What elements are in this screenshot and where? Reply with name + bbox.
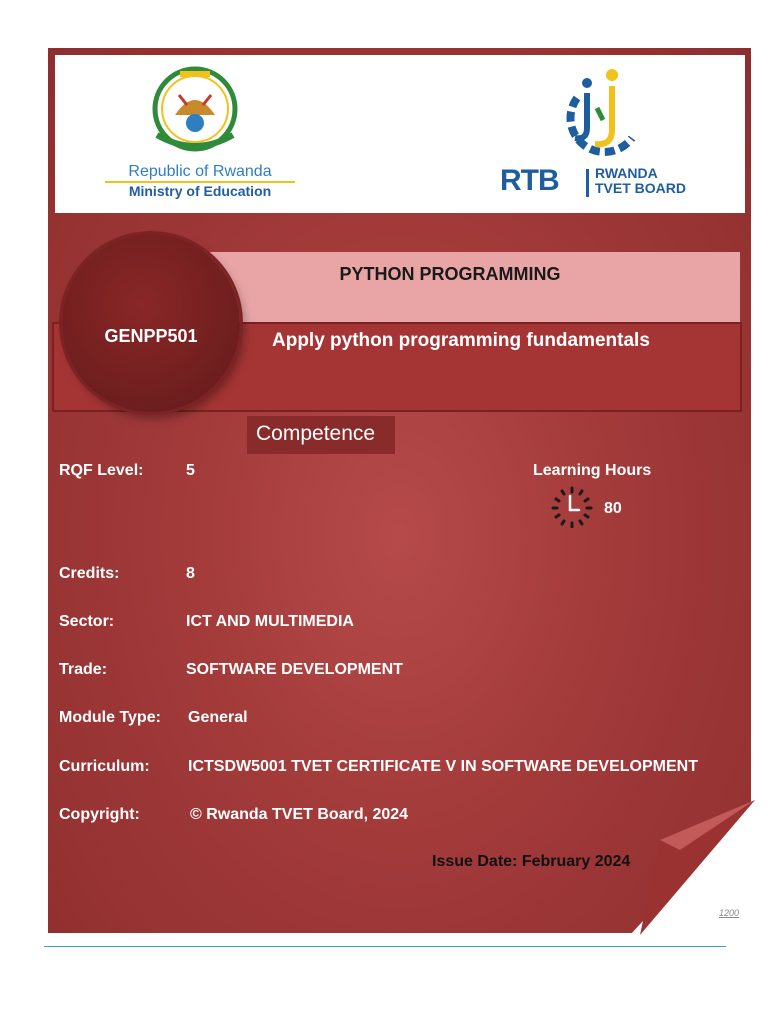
credits-value: 8 xyxy=(186,565,195,582)
page-marker: 1200 xyxy=(719,908,740,918)
trade-value: SOFTWARE DEVELOPMENT xyxy=(186,661,403,678)
sector-value: ICT AND MULTIMEDIA xyxy=(186,613,354,630)
org-line-republic: Republic of Rwanda xyxy=(128,163,272,180)
clock-icon xyxy=(548,486,596,528)
rtb-subtitle xyxy=(595,166,686,196)
rqf-level-label: RQF Level: xyxy=(59,462,144,479)
curriculum-label: Curriculum: xyxy=(59,758,150,775)
copyright-label: Copyright: xyxy=(59,806,140,823)
competence-label: Competence xyxy=(256,422,376,445)
rtb-acronym: RTB xyxy=(500,164,559,197)
rtb-line-tvet: TVET BOARD xyxy=(595,180,686,196)
copyright-value: © Rwanda TVET Board, 2024 xyxy=(190,806,409,823)
rtb-gear-logo-icon xyxy=(557,68,647,163)
rtb-logo xyxy=(495,68,725,203)
sector-label: Sector: xyxy=(59,613,115,630)
competence-statement: Apply python programming fundamentals xyxy=(272,330,650,351)
title-band xyxy=(200,252,740,322)
footer-rule xyxy=(44,946,726,947)
module-title: PYTHON PROGRAMMING xyxy=(339,264,561,284)
issue-date: Issue Date: February 2024 xyxy=(432,853,631,870)
module-type-label: Module Type: xyxy=(59,709,161,726)
credits-label: Credits: xyxy=(59,565,120,582)
trade-label: Trade: xyxy=(59,661,108,678)
module-type-value: General xyxy=(188,709,248,726)
rtb-line-rwanda: RWANDA xyxy=(595,165,658,181)
org-line-ministry: Ministry of Education xyxy=(128,183,272,199)
rqf-level-value: 5 xyxy=(186,462,195,479)
module-code: GENPP501 xyxy=(104,326,198,346)
learning-hours-label: Learning Hours xyxy=(533,462,652,479)
module-code-badge xyxy=(62,234,240,412)
rtb-divider xyxy=(586,169,589,197)
curriculum-value: ICTSDW5001 TVET CERTIFICATE V IN SOFTWARE DEVELOPMENT xyxy=(188,758,698,775)
ministry-logo xyxy=(95,65,305,205)
learning-hours-value: 80 xyxy=(604,500,622,517)
rwanda-coat-of-arms-icon xyxy=(135,65,255,157)
